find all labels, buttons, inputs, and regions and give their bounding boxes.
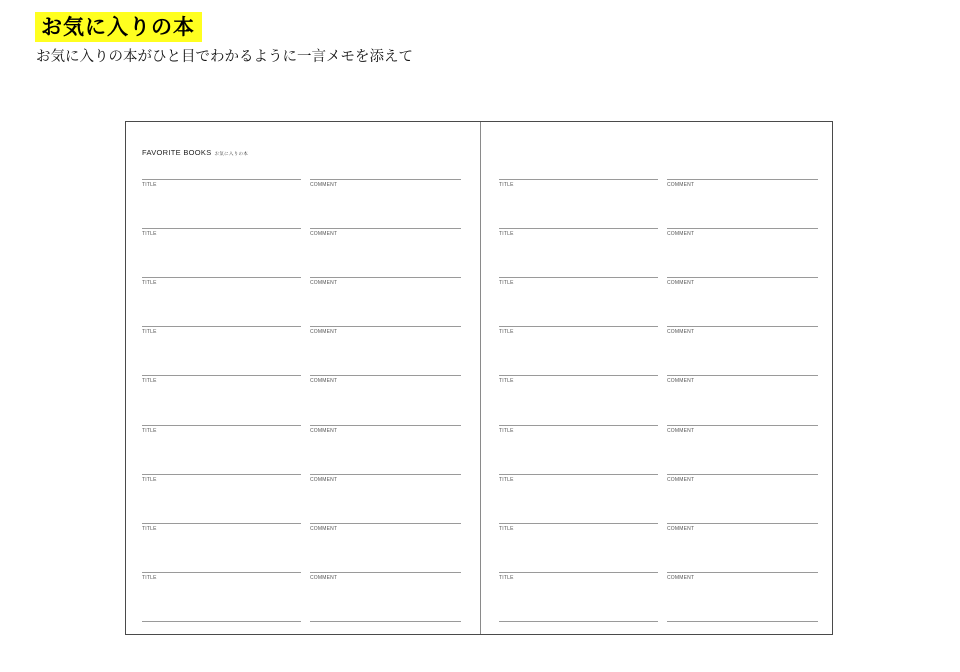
title-field-label: TITLE bbox=[499, 182, 514, 188]
comment-writing-line bbox=[310, 179, 461, 180]
comment-field-label: COMMENT bbox=[310, 378, 338, 384]
comment-writing-line bbox=[310, 277, 461, 278]
title-field-label: TITLE bbox=[142, 378, 157, 384]
title-field-label: TITLE bbox=[142, 526, 157, 532]
section-subtitle: お気に入りの本がひと目でわかるように一言メモを添えて bbox=[36, 49, 413, 65]
comment-writing-line bbox=[667, 375, 818, 376]
title-field-label: TITLE bbox=[499, 378, 514, 384]
title-writing-line bbox=[142, 277, 301, 278]
title-writing-line bbox=[499, 523, 658, 524]
comment-field-label: COMMENT bbox=[667, 280, 695, 286]
comment-field-label: COMMENT bbox=[310, 182, 338, 188]
title-field-label: TITLE bbox=[499, 280, 514, 286]
comment-writing-line bbox=[667, 228, 818, 229]
comment-writing-line bbox=[667, 523, 818, 524]
title-writing-line bbox=[499, 375, 658, 376]
comment-field-label: COMMENT bbox=[310, 231, 338, 237]
title-writing-line bbox=[499, 474, 658, 475]
comment-writing-line bbox=[310, 375, 461, 376]
title-field-label: TITLE bbox=[142, 575, 157, 581]
comment-field-label: COMMENT bbox=[667, 477, 695, 483]
title-field-label: TITLE bbox=[499, 575, 514, 581]
comment-writing-line bbox=[667, 474, 818, 475]
comment-writing-line bbox=[310, 326, 461, 327]
title-field-label: TITLE bbox=[142, 231, 157, 237]
title-field-label: TITLE bbox=[142, 182, 157, 188]
title-field-label: TITLE bbox=[142, 280, 157, 286]
comment-field-label: COMMENT bbox=[667, 231, 695, 237]
comment-writing-line bbox=[667, 277, 818, 278]
comment-field-label: COMMENT bbox=[667, 182, 695, 188]
title-field-label: TITLE bbox=[499, 231, 514, 237]
comment-field-label: COMMENT bbox=[310, 575, 338, 581]
comment-field-label: COMMENT bbox=[310, 329, 338, 335]
comment-writing-line bbox=[667, 326, 818, 327]
notebook-spread bbox=[125, 121, 833, 635]
title-writing-line bbox=[142, 425, 301, 426]
comment-writing-line bbox=[310, 621, 461, 622]
title-field-label: TITLE bbox=[142, 477, 157, 483]
title-field-label: TITLE bbox=[142, 428, 157, 434]
comment-field-label: COMMENT bbox=[667, 329, 695, 335]
title-writing-line bbox=[142, 326, 301, 327]
title-writing-line bbox=[142, 523, 301, 524]
title-writing-line bbox=[499, 425, 658, 426]
page-title-jp: お気に入りの本 bbox=[214, 151, 249, 156]
title-writing-line bbox=[142, 228, 301, 229]
comment-writing-line bbox=[667, 572, 818, 573]
title-writing-line bbox=[499, 277, 658, 278]
title-writing-line bbox=[499, 228, 658, 229]
title-writing-line bbox=[499, 179, 658, 180]
comment-writing-line bbox=[310, 228, 461, 229]
comment-field-label: COMMENT bbox=[667, 428, 695, 434]
title-writing-line bbox=[499, 326, 658, 327]
title-writing-line bbox=[142, 375, 301, 376]
title-field-label: TITLE bbox=[142, 329, 157, 335]
title-field-label: TITLE bbox=[499, 477, 514, 483]
title-field-label: TITLE bbox=[499, 329, 514, 335]
title-writing-line bbox=[499, 621, 658, 622]
comment-field-label: COMMENT bbox=[667, 575, 695, 581]
comment-field-label: COMMENT bbox=[310, 526, 338, 532]
title-writing-line bbox=[142, 474, 301, 475]
title-field-label: TITLE bbox=[499, 526, 514, 532]
book-entry-grid bbox=[126, 122, 832, 634]
comment-writing-line bbox=[310, 474, 461, 475]
title-writing-line bbox=[142, 572, 301, 573]
comment-writing-line bbox=[310, 572, 461, 573]
comment-writing-line bbox=[310, 425, 461, 426]
page-title-en: FAVORITE BOOKS bbox=[142, 148, 212, 157]
comment-writing-line bbox=[310, 523, 461, 524]
comment-field-label: COMMENT bbox=[667, 378, 695, 384]
comment-writing-line bbox=[667, 179, 818, 180]
comment-field-label: COMMENT bbox=[310, 280, 338, 286]
comment-field-label: COMMENT bbox=[310, 477, 338, 483]
comment-writing-line bbox=[667, 621, 818, 622]
title-writing-line bbox=[142, 179, 301, 180]
title-writing-line bbox=[142, 621, 301, 622]
comment-field-label: COMMENT bbox=[310, 428, 338, 434]
comment-writing-line bbox=[667, 425, 818, 426]
title-writing-line bbox=[499, 572, 658, 573]
comment-field-label: COMMENT bbox=[667, 526, 695, 532]
title-field-label: TITLE bbox=[499, 428, 514, 434]
section-heading: お気に入りの本 bbox=[35, 12, 202, 42]
